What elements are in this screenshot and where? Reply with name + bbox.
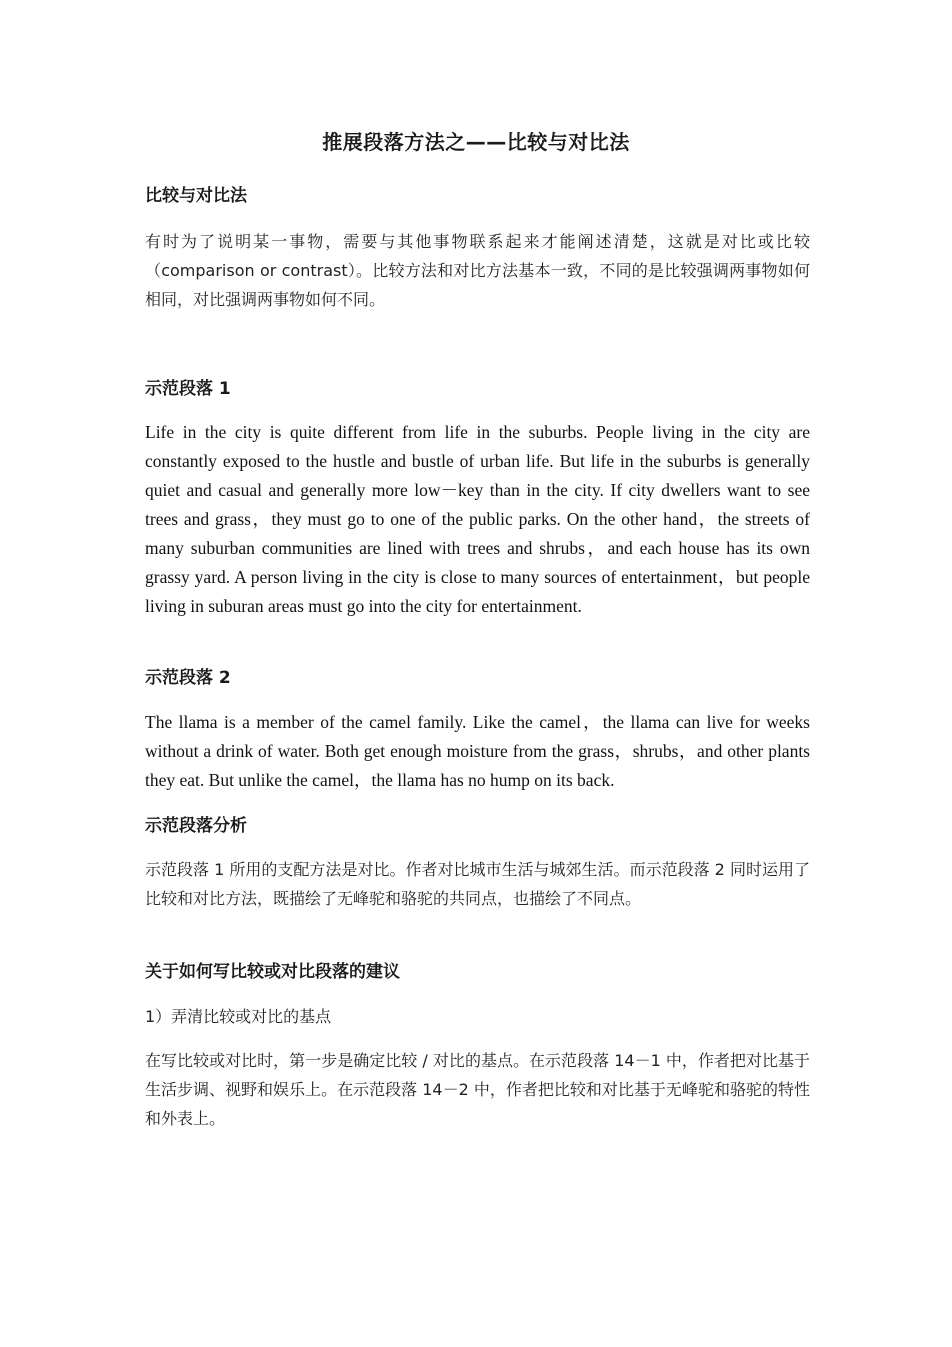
- section-heading-sample-1: 示范段落 1: [145, 379, 231, 399]
- section-heading-analysis: 示范段落分析: [145, 816, 247, 836]
- suggestion-item-1: 1）弄清比较或对比的基点: [145, 1007, 332, 1026]
- section-heading-comparison: 比较与对比法: [145, 186, 247, 206]
- intro-paragraph: 有时为了说明某一事物，需要与其他事物联系起来才能阐述清楚，这就是对比或比较（comparison or contrast）。比较方法和对比方法基本一致，不同的是比较强调两事物如何相同，对比强调两事物如何不同。: [145, 232, 810, 309]
- section-heading-sample-2: 示范段落 2: [145, 668, 231, 688]
- page-title: 推展段落方法之——比较与对比法: [322, 130, 630, 154]
- analysis-paragraph: 示范段落 1 所用的支配方法是对比。作者对比城市生活与城郊生活。而示范段落 2 同时运用了比较和对比方法，既描绘了无峰驼和骆驼的共同点，也描绘了不同点。: [145, 860, 810, 908]
- sample-paragraph-1: Life in the city is quite different from life in the suburbs. People living in the city are constantly exposed to the hustle and bustle of urban life. But life in the suburbs is generally quiet and casual and generally more low－key than in the city. If city dwellers want to see trees and grass，they must go to one of the public parks. On the other hand，the streets of many suburban communities are lined with trees and shrubs，and each house has its own grassy yard. A person living in the city is close to many sources of entertainment，but people living in suburan areas must go into the city for entertainment.: [145, 422, 810, 616]
- sample-paragraph-2: The llama is a member of the camel family. Like the camel，the llama can live for weeks without a drink of water. Both get enough moisture from the grass，shrubs，and other plants they eat. But unlike the camel，the llama has no hump on its back.: [145, 712, 810, 790]
- suggestion-paragraph: 在写比较或对比时，第一步是确定比较 / 对比的基点。在示范段落 14－1 中，作者把对比基于生活步调、视野和娱乐上。在示范段落 14－2 中，作者把比较和对比基于无峰驼和骆驼的特性和外表上。: [145, 1051, 810, 1128]
- section-heading-suggestions: 关于如何写比较或对比段落的建议: [145, 962, 400, 982]
